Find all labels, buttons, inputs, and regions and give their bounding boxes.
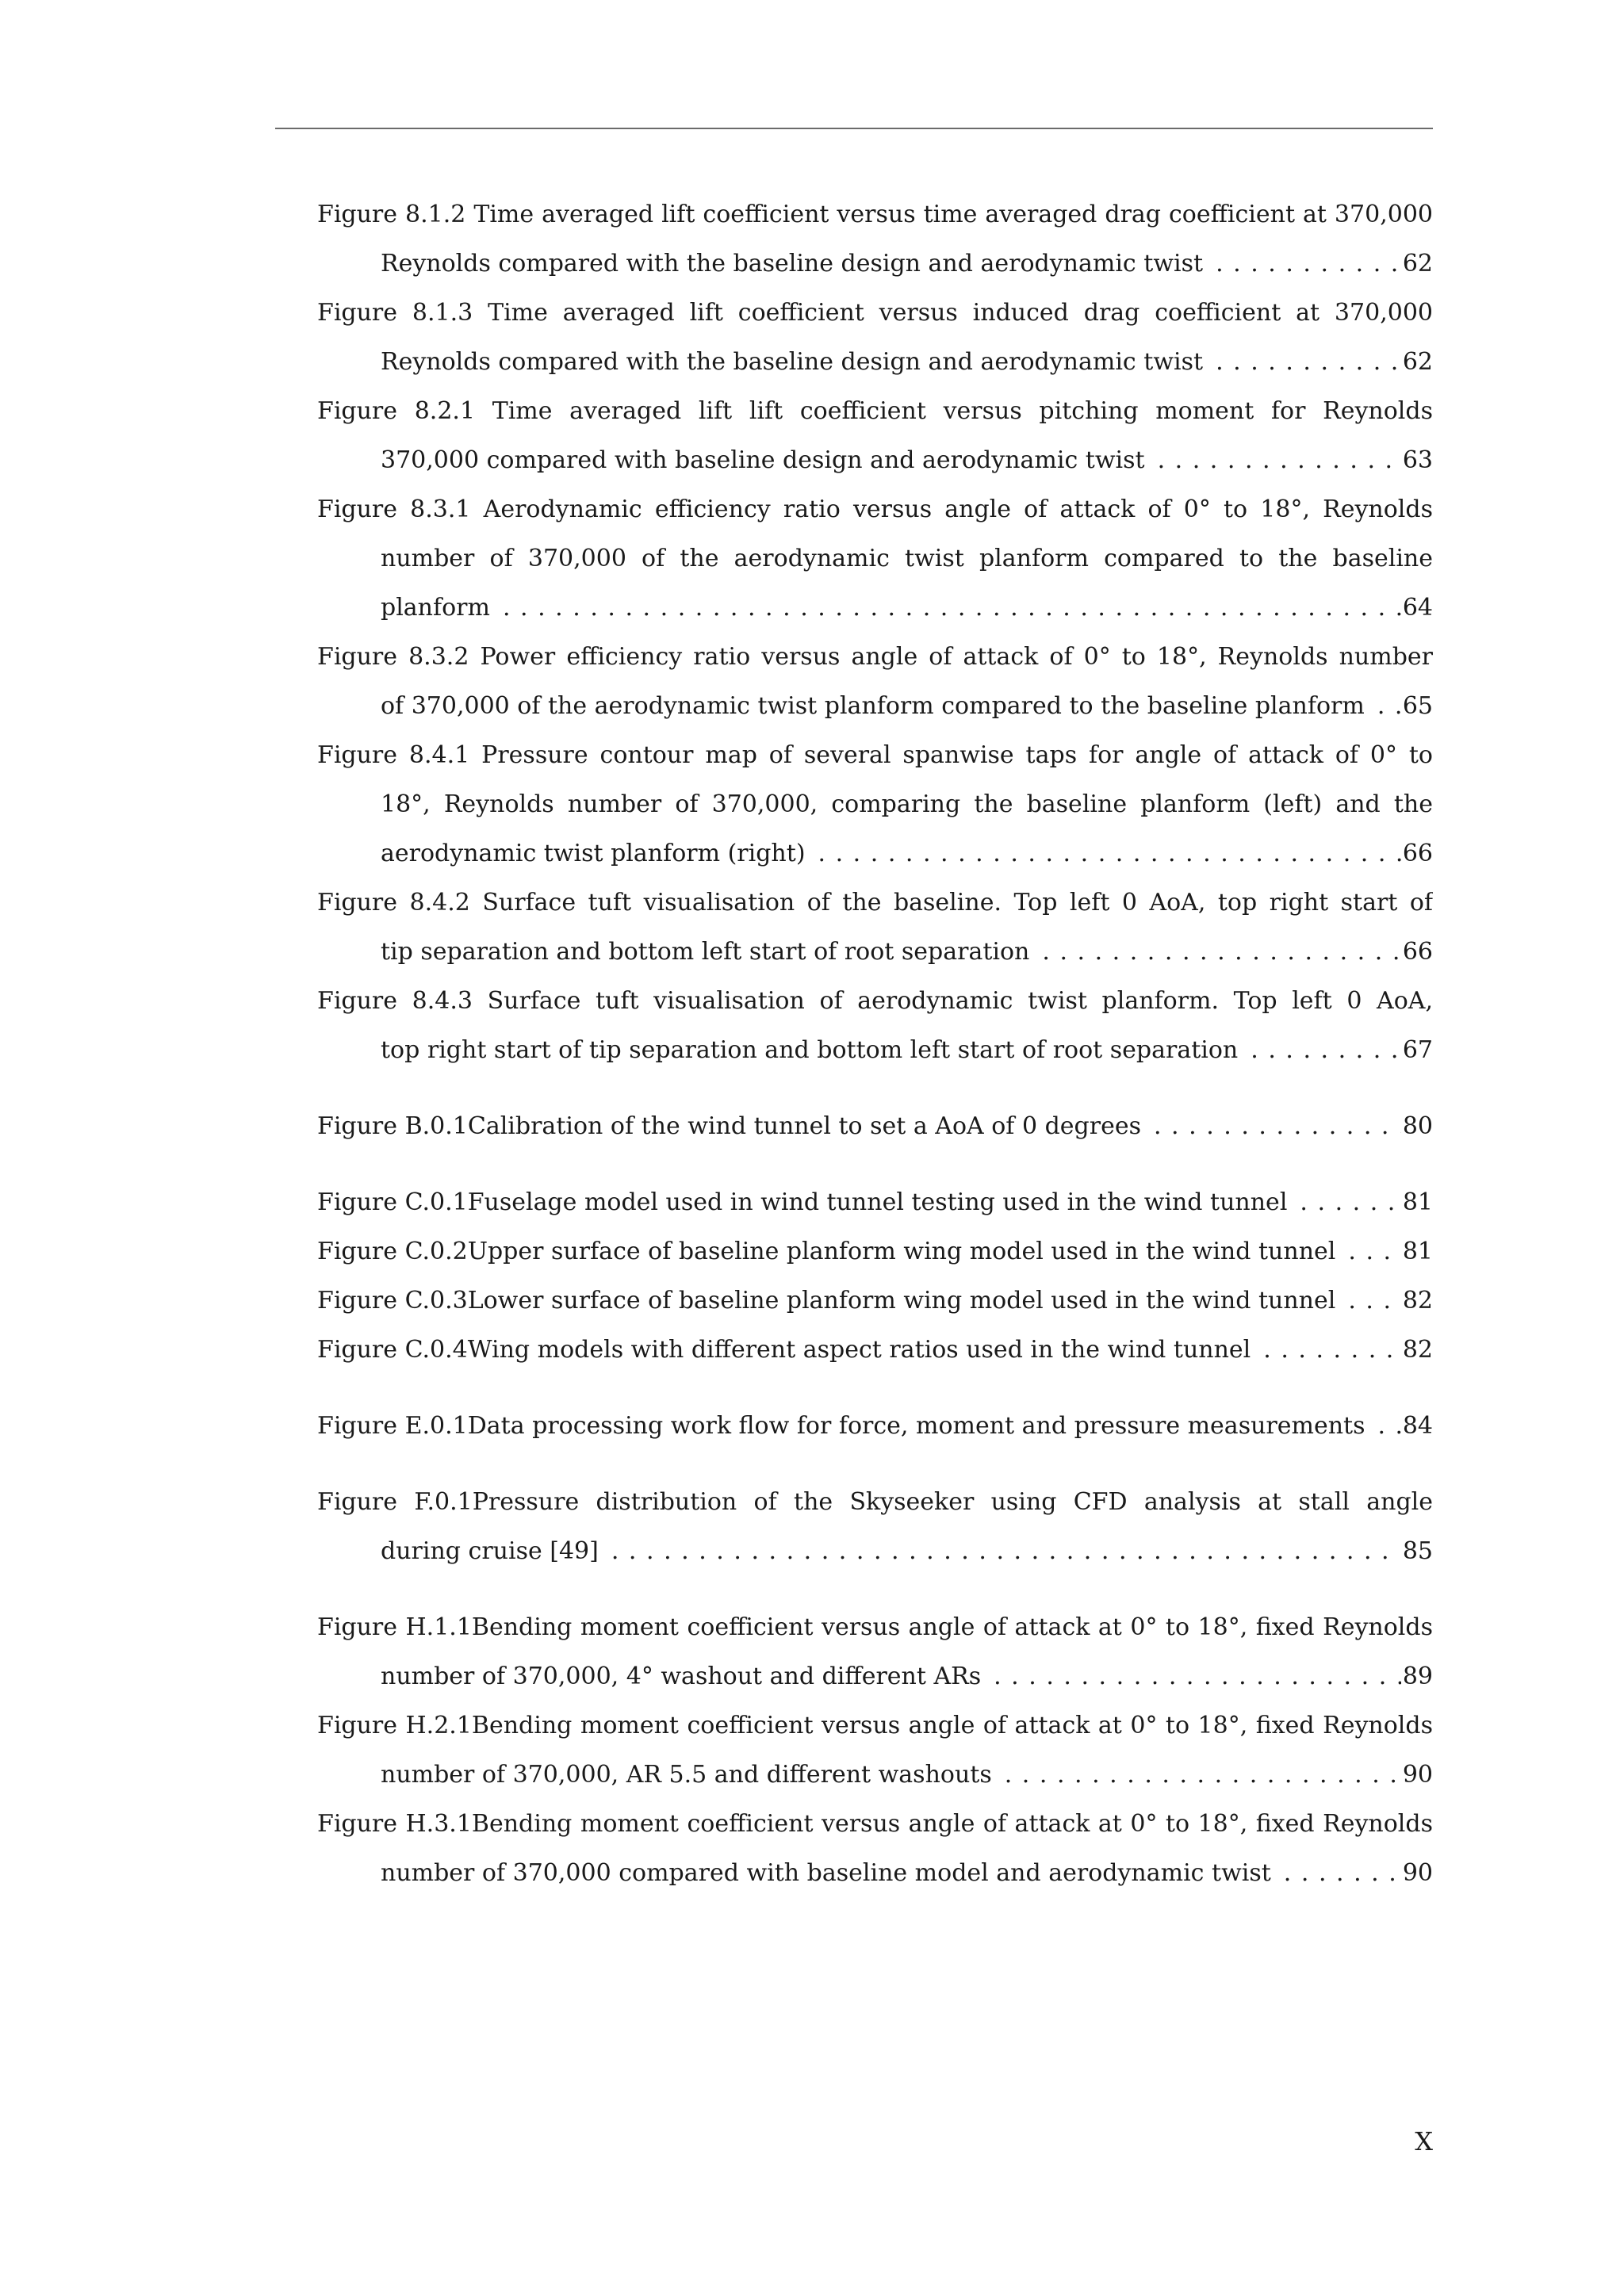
toc-entry-title: Figure 8.4.3 Surface tuft visualisation of aerodynamic twist planform. Top left 0 AoA, bbox=[317, 987, 1433, 1015]
toc-page-number: 62 bbox=[1402, 348, 1433, 376]
toc-entry-c-0-2[interactable] bbox=[317, 1227, 1433, 1276]
dot-leader bbox=[1287, 1178, 1401, 1227]
toc-entry-h-2-1[interactable] bbox=[317, 1701, 1433, 1800]
toc-entry-8-3-2[interactable] bbox=[317, 633, 1433, 731]
toc-entry-title: Figure F.0.1Pressure distribution of the Skyseeker using CFD analysis at stall angle bbox=[317, 1488, 1433, 1516]
toc-entry-8-3-1[interactable] bbox=[317, 485, 1433, 633]
toc-entry-title-continued: aerodynamic twist planform (right) bbox=[381, 840, 806, 867]
dot-leader bbox=[490, 584, 1401, 633]
toc-entry-title: Figure H.1.1Bending moment coefficient versus angle of attack at 0° to 18°, fixed Reynolds bbox=[317, 1613, 1433, 1641]
toc-page-number: 85 bbox=[1402, 1537, 1433, 1565]
toc-entry-title: Figure E.0.1Data processing work flow for force, moment and pressure measurements bbox=[317, 1412, 1365, 1440]
dot-leader bbox=[1203, 239, 1401, 289]
toc-entry-title: Figure 8.4.2 Surface tuft visualisation of the baseline. Top left 0 AoA, top right start of bbox=[317, 889, 1433, 916]
toc-entry-c-0-1[interactable] bbox=[317, 1178, 1433, 1227]
dot-leader bbox=[1335, 1227, 1401, 1276]
toc-page-number: 80 bbox=[1402, 1112, 1433, 1140]
dot-leader bbox=[981, 1652, 1401, 1701]
toc-entry-title: Figure 8.1.2 Time averaged lift coefficient versus time averaged drag coefficient at 370,000 bbox=[317, 201, 1433, 228]
toc-page-number: 82 bbox=[1402, 1336, 1433, 1364]
toc-entry-title: Figure B.0.1Calibration of the wind tunnel to set a AoA of 0 degrees bbox=[317, 1112, 1141, 1140]
toc-entry-title: Figure 8.1.3 Time averaged lift coefficient versus induced drag coefficient at 370,000 bbox=[317, 299, 1433, 327]
dot-leader bbox=[1365, 682, 1401, 731]
dot-leader bbox=[806, 829, 1401, 878]
toc-entry-title-continued: number of 370,000 of the aerodynamic twist planform compared to the baseline bbox=[381, 545, 1433, 572]
toc-page-number: 66 bbox=[1402, 938, 1433, 966]
dot-leader bbox=[1251, 1326, 1401, 1375]
toc-page-number: 65 bbox=[1402, 692, 1433, 720]
toc-entry-e-0-1[interactable] bbox=[317, 1402, 1433, 1451]
dot-leader bbox=[599, 1527, 1401, 1576]
toc-page-number: 84 bbox=[1402, 1412, 1433, 1440]
toc-page-number: 81 bbox=[1402, 1188, 1433, 1216]
toc-entry-f-0-1[interactable] bbox=[317, 1478, 1433, 1576]
toc-page-number: 89 bbox=[1402, 1663, 1433, 1690]
toc-entry-c-0-4[interactable] bbox=[317, 1326, 1433, 1375]
dot-leader bbox=[1238, 1026, 1401, 1075]
toc-entry-c-0-3[interactable] bbox=[317, 1276, 1433, 1326]
toc-entry-title: Figure C.0.1Fuselage model used in wind tunnel testing used in the wind tunnel bbox=[317, 1188, 1288, 1216]
toc-page-number: 66 bbox=[1402, 840, 1433, 867]
toc-page-number: 81 bbox=[1402, 1238, 1433, 1265]
toc-entry-title-continued: of 370,000 of the aerodynamic twist planform compared to the baseline planform bbox=[381, 692, 1365, 720]
toc-page-number: 90 bbox=[1402, 1859, 1433, 1887]
toc-entry-title: Figure 8.3.2 Power efficiency ratio versus angle of attack of 0° to 18°, Reynolds number bbox=[317, 643, 1433, 671]
toc-page-number: 63 bbox=[1402, 446, 1433, 474]
toc-entry-title-continued: number of 370,000, AR 5.5 and different washouts bbox=[381, 1761, 992, 1789]
toc-entry-8-1-2[interactable] bbox=[317, 190, 1433, 289]
toc-entry-8-4-1[interactable] bbox=[317, 731, 1433, 878]
dot-leader bbox=[1141, 1102, 1401, 1151]
toc-entry-8-4-3[interactable] bbox=[317, 977, 1433, 1075]
toc-entry-title-continued: Reynolds compared with the baseline design and aerodynamic twist bbox=[381, 250, 1204, 277]
page-number: X bbox=[1415, 2126, 1433, 2156]
dot-leader bbox=[992, 1751, 1401, 1800]
toc-entry-title-continued: tip separation and bottom left start of root separation bbox=[381, 938, 1030, 966]
toc-entry-8-4-2[interactable] bbox=[317, 878, 1433, 977]
dot-leader bbox=[1029, 928, 1401, 977]
toc-entry-title: Figure 8.4.1 Pressure contour map of several spanwise taps for angle of attack of 0° to bbox=[317, 741, 1433, 769]
toc-entry-8-1-3[interactable] bbox=[317, 289, 1433, 387]
toc-entry-8-2-1[interactable] bbox=[317, 387, 1433, 485]
list-of-figures bbox=[317, 190, 1433, 1898]
dot-leader bbox=[1365, 1402, 1401, 1451]
toc-entry-title-continued: number of 370,000, 4° washout and different ARs bbox=[381, 1663, 982, 1690]
toc-page-number: 82 bbox=[1402, 1287, 1433, 1314]
toc-entry-title-continued: 370,000 compared with baseline design and aerodynamic twist bbox=[381, 446, 1145, 474]
dot-leader bbox=[1271, 1849, 1401, 1898]
toc-entry-title: Figure H.3.1Bending moment coefficient versus angle of attack at 0° to 18°, fixed Reynolds bbox=[317, 1810, 1433, 1838]
toc-entry-h-3-1[interactable] bbox=[317, 1800, 1433, 1898]
toc-page-number: 64 bbox=[1402, 594, 1433, 622]
dot-leader bbox=[1145, 436, 1401, 485]
toc-page-number: 90 bbox=[1402, 1761, 1433, 1789]
toc-page-number: 62 bbox=[1402, 250, 1433, 277]
toc-entry-h-1-1[interactable] bbox=[317, 1603, 1433, 1701]
toc-entry-title: Figure 8.3.1 Aerodynamic efficiency ratio versus angle of attack of 0° to 18°, Reynolds bbox=[317, 496, 1433, 523]
toc-entry-title-continued: number of 370,000 compared with baseline model and aerodynamic twist bbox=[381, 1859, 1271, 1887]
toc-entry-b-0-1[interactable] bbox=[317, 1102, 1433, 1151]
toc-entry-title-continued: during cruise [49] bbox=[381, 1537, 599, 1565]
toc-entry-title: Figure C.0.4Wing models with different aspect ratios used in the wind tunnel bbox=[317, 1336, 1251, 1364]
toc-page-number: 67 bbox=[1402, 1036, 1433, 1064]
header-rule bbox=[275, 128, 1433, 129]
toc-entry-title: Figure C.0.3Lower surface of baseline planform wing model used in the wind tunnel bbox=[317, 1287, 1336, 1314]
toc-entry-title-continued: top right start of tip separation and bottom left start of root separation bbox=[381, 1036, 1239, 1064]
toc-entry-title: Figure C.0.2Upper surface of baseline planform wing model used in the wind tunnel bbox=[317, 1238, 1336, 1265]
dot-leader bbox=[1203, 338, 1401, 387]
dot-leader bbox=[1335, 1276, 1401, 1326]
toc-entry-title-continued: Reynolds compared with the baseline design and aerodynamic twist bbox=[381, 348, 1204, 376]
toc-entry-title: Figure 8.2.1 Time averaged lift lift coefficient versus pitching moment for Reynolds bbox=[317, 397, 1433, 425]
toc-entry-title-continued: 18°, Reynolds number of 370,000, comparing the baseline planform (left) and the bbox=[381, 790, 1433, 818]
toc-entry-title: Figure H.2.1Bending moment coefficient versus angle of attack at 0° to 18°, fixed Reynolds bbox=[317, 1712, 1433, 1739]
toc-entry-title-continued: planform bbox=[381, 594, 490, 622]
